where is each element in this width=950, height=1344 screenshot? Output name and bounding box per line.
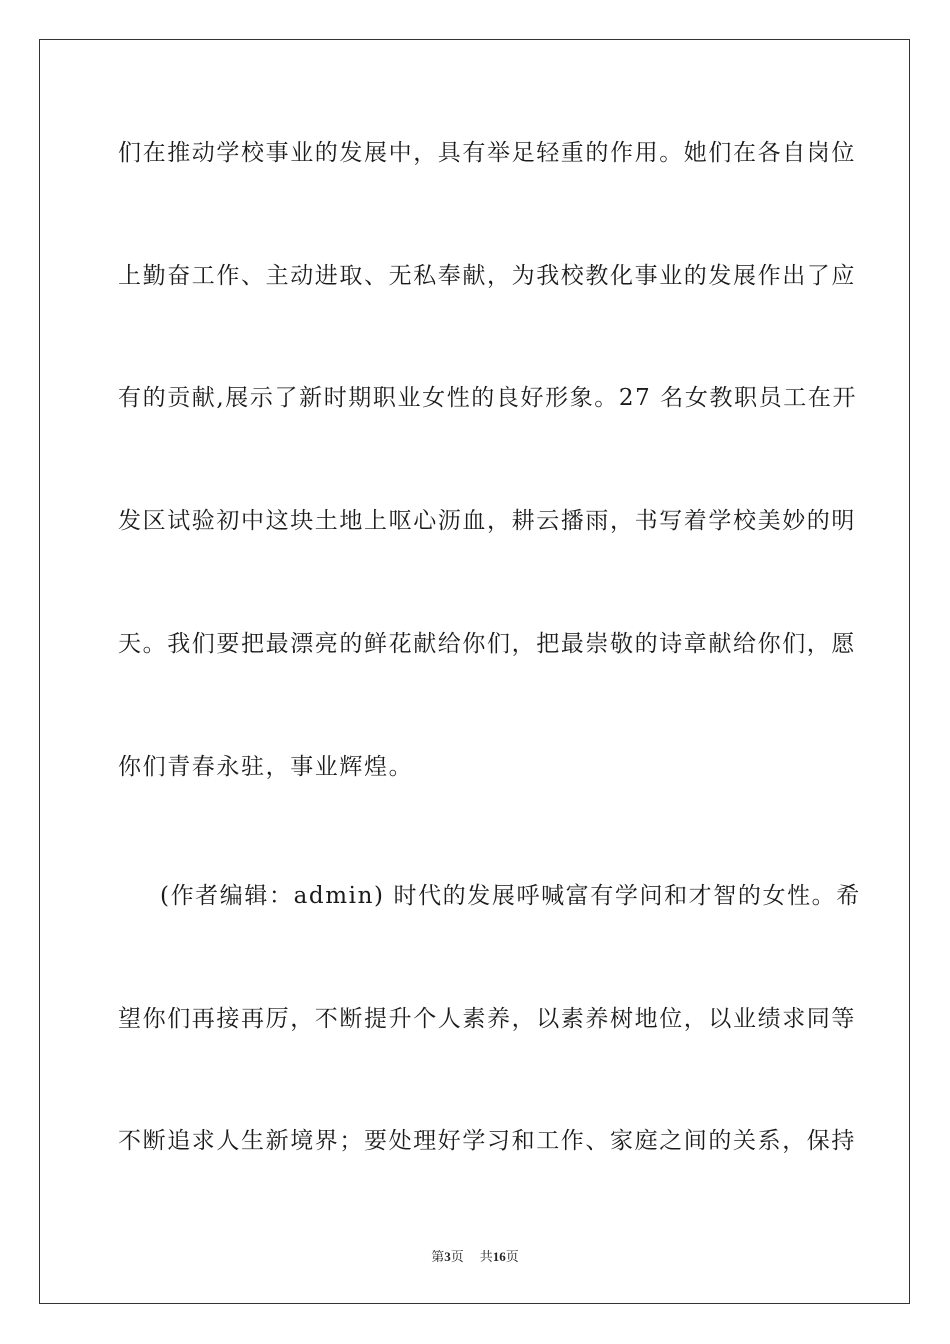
page-prefix: 第 bbox=[431, 1249, 445, 1264]
page-border bbox=[39, 39, 910, 1304]
total-suffix: 页 bbox=[505, 1249, 519, 1264]
body-line-4: 发区试验初中这块土地上呕心沥血，耕云播雨，书写着学校美妙的明 bbox=[118, 508, 856, 534]
body-line-9: 不断追求人生新境界；要处理好学习和工作、家庭之间的关系，保持 bbox=[118, 1128, 856, 1154]
body-line-8: 望你们再接再厉，不断提升个人素养，以素养树地位，以业绩求同等 bbox=[118, 1006, 856, 1032]
body-line-2: 上勤奋工作、主动进取、无私奉献，为我校教化事业的发展作出了应 bbox=[118, 263, 856, 289]
total-pages: 16 bbox=[492, 1249, 506, 1264]
page-footer bbox=[0, 1248, 950, 1266]
total-prefix: 共 bbox=[479, 1249, 493, 1264]
body-line-7: (作者编辑：admin) 时代的发展呼喊富有学问和才智的女性。希 bbox=[160, 883, 861, 909]
body-line-3: 有的贡献,展示了新时期职业女性的良好形象。27 名女教职员工在开 bbox=[118, 385, 858, 411]
body-line-5: 天。我们要把最漂亮的鲜花献给你们，把最崇敬的诗章献给你们，愿 bbox=[118, 631, 856, 657]
body-line-1: 们在推动学校事业的发展中，具有举足轻重的作用。她们在各自岗位 bbox=[118, 140, 856, 166]
page-number: 3 bbox=[444, 1249, 451, 1264]
body-line-6: 你们青春永驻，事业辉煌。 bbox=[118, 754, 414, 780]
page-suffix: 页 bbox=[450, 1249, 464, 1264]
